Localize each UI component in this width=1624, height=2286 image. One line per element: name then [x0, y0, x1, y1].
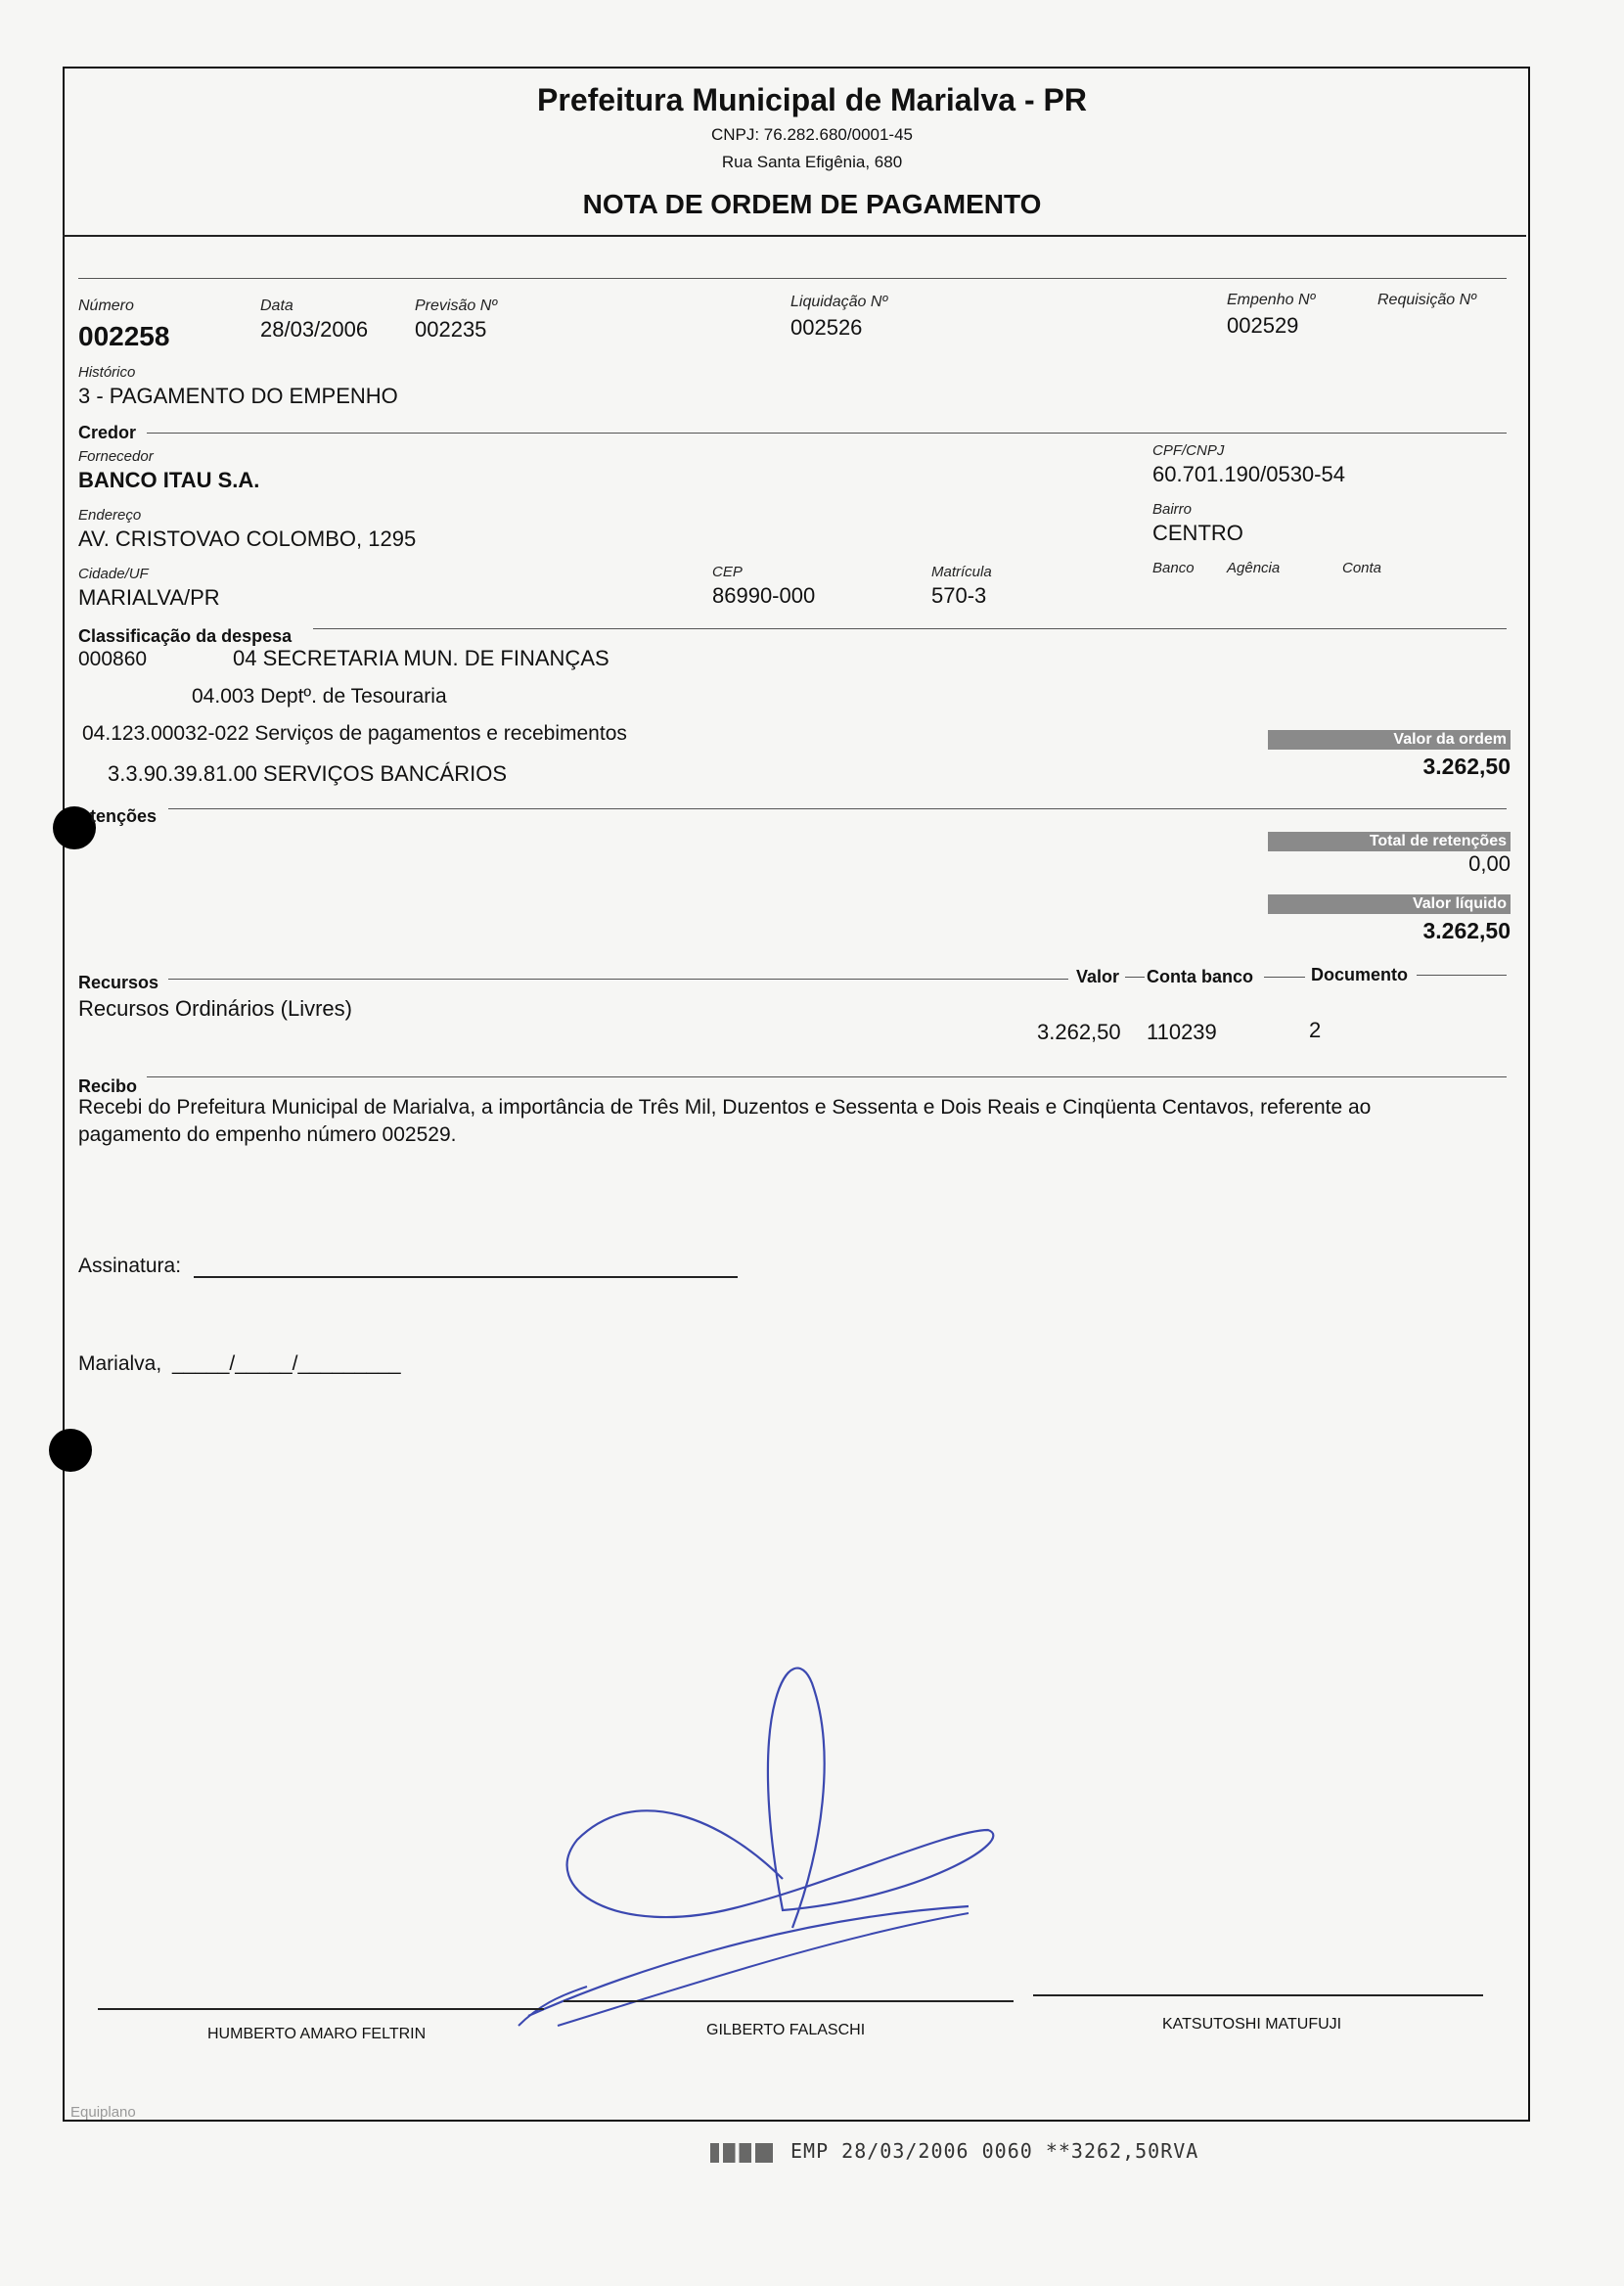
liquidacao-label: Liquidação Nº [790, 294, 888, 310]
cep-value: 86990-000 [712, 583, 816, 608]
date-blank: _____/_____/_________ [172, 1352, 401, 1375]
signatory-3: KATSUTOSHI MATUFUJI [1162, 2016, 1342, 2033]
classificacao-natureza: 3.3.90.39.81.00 SERVIÇOS BANCÁRIOS [108, 761, 508, 786]
signature-line-2 [564, 2000, 1014, 2002]
total-retencoes-label: Total de retenções [1268, 832, 1511, 851]
recursos-divider [168, 979, 1068, 980]
recursos-documento-header: Documento [1311, 965, 1408, 984]
data-value: 28/03/2006 [260, 317, 369, 342]
signatory-1: HUMBERTO AMARO FELTRIN [207, 2026, 427, 2042]
signature-line-3 [1033, 1994, 1483, 1996]
recursos-divider-4 [1417, 975, 1507, 976]
endereco-label: Endereço [78, 507, 142, 524]
matricula-label: Matrícula [931, 564, 992, 580]
cpf-cnpj-value: 60.701.190/0530-54 [1152, 462, 1345, 486]
cidade-label: Cidade/UF [78, 566, 149, 582]
agencia-label: Agência [1227, 560, 1281, 576]
header-divider [63, 235, 1526, 237]
recursos-descricao: Recursos Ordinários (Livres) [78, 996, 352, 1021]
endereco-value: AV. CRISTOVAO COLOMBO, 1295 [78, 526, 417, 551]
recibo-section-label: Recibo [78, 1076, 138, 1096]
classificacao-orgao: 04 SECRETARIA MUN. DE FINANÇAS [233, 646, 609, 670]
retencoes-section-label: tenções [90, 806, 158, 826]
bank-stamp-text: EMP 28/03/2006 0060 **3262,50RVA [790, 2139, 1199, 2163]
recibo-text-line1: Recebi do Prefeitura Municipal de Marialva, a importância de Três Mil, Duzentos e Sessenta e Dois Reais e Cinqüenta Centavos, referente ao [78, 1096, 1372, 1119]
cidade-value: MARIALVA/PR [78, 585, 220, 610]
local-data-label: Marialva, [78, 1352, 162, 1375]
header-title: Prefeitura Municipal de Marialva - PR [537, 82, 1087, 117]
credor-divider [147, 433, 1507, 434]
recursos-conta: 110239 [1147, 1020, 1217, 1044]
bairro-label: Bairro [1152, 501, 1193, 518]
handwritten-signature [499, 1654, 1008, 2045]
historico-label: Histórico [78, 364, 136, 381]
classificacao-unidade: 04.003 Deptº. de Tesouraria [192, 685, 447, 708]
recursos-documento: 2 [1309, 1018, 1322, 1042]
software-brand: Equiplano [70, 2104, 136, 2121]
signatory-2: GILBERTO FALASCHI [706, 2022, 866, 2038]
credor-section-label: Credor [78, 423, 137, 442]
empenho-label: Empenho Nº [1227, 292, 1316, 308]
recibo-text-line2: pagamento do empenho número 002529. [78, 1123, 457, 1146]
data-label: Data [260, 297, 293, 314]
recursos-valor: 3.262,50 [1037, 1020, 1121, 1044]
cep-label: CEP [712, 564, 743, 580]
empenho-value: 002529 [1227, 313, 1299, 338]
total-retencoes-value: 0,00 [1468, 851, 1511, 876]
classificacao-funcional: 04.123.00032-022 Serviços de pagamentos e recebimentos [82, 722, 627, 745]
requisicao-label: Requisição Nº [1377, 292, 1476, 308]
header-address: Rua Santa Efigênia, 680 [721, 153, 903, 171]
previsao-label: Previsão Nº [415, 297, 498, 314]
recursos-section-label: Recursos [78, 973, 159, 992]
recursos-divider-2 [1125, 977, 1145, 978]
conta-label: Conta [1342, 560, 1382, 576]
document-title: NOTA DE ORDEM DE PAGAMENTO [582, 189, 1042, 219]
recursos-valor-header: Valor [1076, 967, 1120, 986]
assinatura-line [194, 1276, 738, 1278]
header-cnpj: CNPJ: 76.282.680/0001-45 [710, 125, 914, 144]
numero-value: 002258 [78, 321, 170, 351]
historico-value: 3 - PAGAMENTO DO EMPENHO [78, 384, 398, 408]
cpf-cnpj-label: CPF/CNPJ [1152, 442, 1225, 459]
bairro-value: CENTRO [1152, 521, 1243, 545]
classificacao-divider [313, 628, 1507, 629]
matricula-value: 570-3 [931, 583, 987, 608]
liquidacao-value: 002526 [790, 315, 863, 340]
recursos-conta-header: Conta banco [1147, 967, 1254, 986]
signature-line-1 [98, 2008, 544, 2010]
punch-hole-bottom [49, 1429, 92, 1472]
numero-label: Número [78, 297, 134, 314]
fornecedor-label: Fornecedor [78, 448, 154, 465]
fornecedor-value: BANCO ITAU S.A. [78, 468, 260, 492]
previsao-value: 002235 [415, 317, 487, 342]
classificacao-code: 000860 [78, 648, 148, 670]
valor-ordem-label: Valor da ordem [1268, 730, 1511, 750]
recibo-divider [147, 1076, 1507, 1077]
valor-ordem-value: 3.262,50 [1422, 754, 1511, 779]
ids-divider [78, 278, 1507, 279]
recursos-divider-3 [1264, 977, 1305, 978]
classificacao-section-label: Classificação da despesa [78, 626, 293, 646]
bank-stamp-logo [710, 2143, 773, 2163]
banco-label: Banco [1152, 560, 1195, 576]
valor-liquido-value: 3.262,50 [1422, 918, 1511, 943]
assinatura-label: Assinatura: [78, 1255, 182, 1277]
retencoes-divider [168, 808, 1507, 809]
valor-liquido-label: Valor líquido [1268, 894, 1511, 914]
